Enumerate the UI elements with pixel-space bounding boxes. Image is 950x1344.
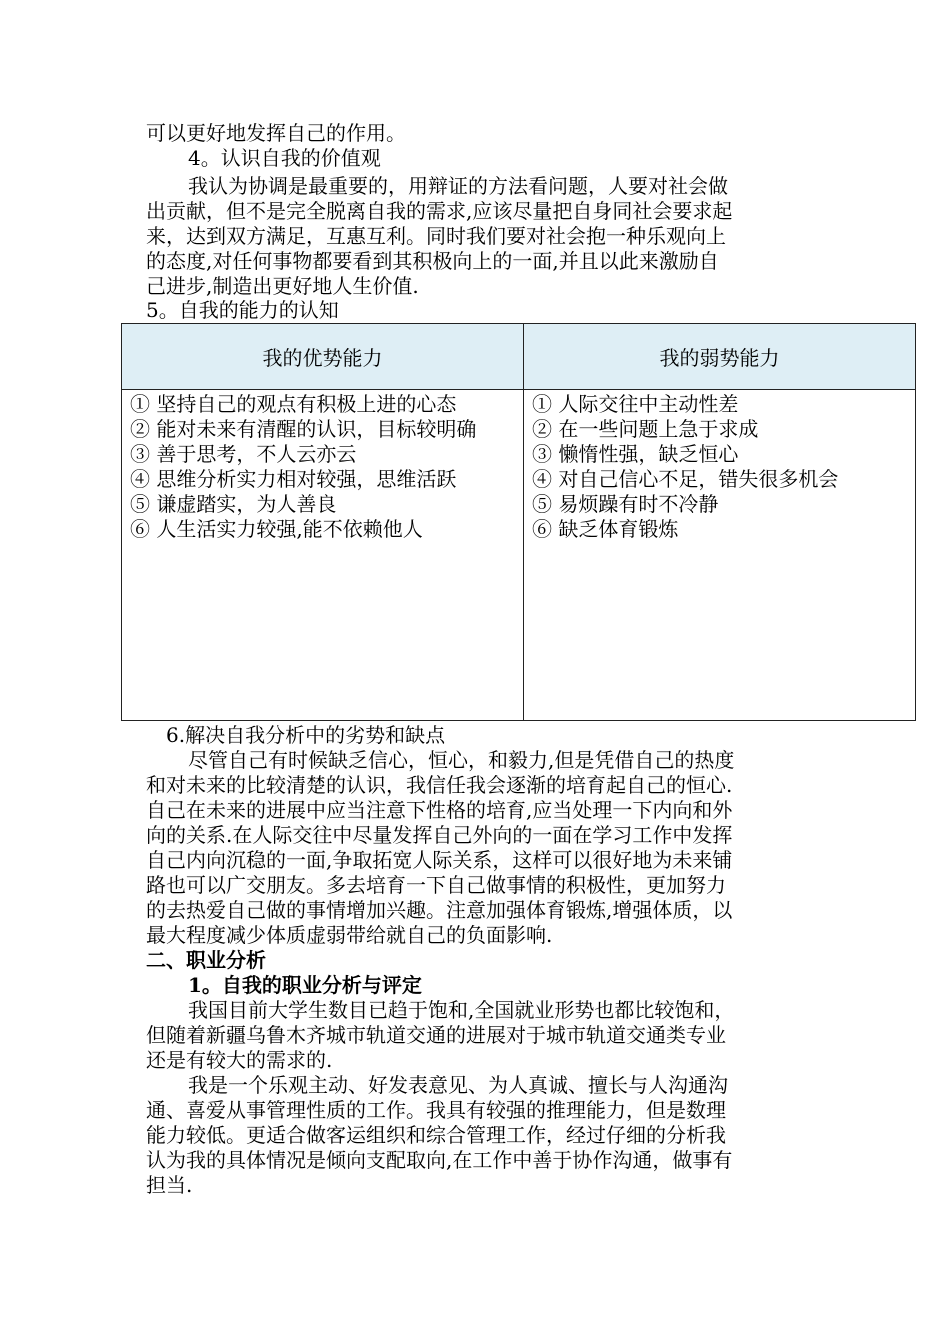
ability-table (121, 323, 916, 721)
text-line: 我国目前大学生数目已趋于饱和,全国就业形势也都比较饱和， (188, 998, 735, 1022)
strength-item: ② 能对未来有清醒的认识，目标较明确 (130, 417, 477, 441)
text-line: 的态度,对任何事物都要看到其积极向上的一面,并且以此来激励自 (146, 249, 719, 273)
text-line: 出贡献，但不是完全脱离自我的需求,应该尽量把自身同社会要求起 (146, 199, 733, 223)
text-line: 可以更好地发挥自己的作用。 (146, 121, 406, 145)
text-line: 来，达到双方满足，互惠互利。同时我们要对社会抱一种乐观向上 (146, 224, 726, 248)
text-line: 通、喜爱从事管理性质的工作。我具有较强的推理能力，但是数理 (146, 1098, 726, 1122)
text-line: 自己在未来的进展中应当注意下性格的培育,应当处理一下内向和外 (146, 798, 733, 822)
chapter-heading: 二、职业分析 (146, 948, 266, 972)
table-header-row (122, 324, 916, 390)
weakness-item: ④ 对自己信心不足，错失很多机会 (532, 467, 839, 491)
weakness-item: ⑥ 缺乏体育锻炼 (532, 517, 679, 541)
strength-item: ④ 思维分析实力相对较强，思维活跃 (130, 467, 457, 491)
text-line: 我认为协调是最重要的，用辩证的方法看问题，人要对社会做 (188, 174, 728, 198)
weakness-item: ⑤ 易烦躁有时不冷静 (532, 492, 719, 516)
text-line: 但随着新疆乌鲁木齐城市轨道交通的进展对于城市轨道交通类专业 (146, 1023, 726, 1047)
text-line: 和对未来的比较清楚的认识，我信任我会逐渐的培育起自己的恒心. (146, 773, 733, 797)
weakness-item: ① 人际交往中主动性差 (532, 392, 739, 416)
text-line: 的去热爱自己做的事情增加兴趣。注意加强体育锻炼,增强体质，以 (146, 898, 733, 922)
section-heading-values: 4。认识自我的价值观 (188, 146, 381, 170)
text-line: 路也可以广交朋友。多去培育一下自己做事情的积极性，更加努力 (146, 873, 726, 897)
text-line: 尽管自己有时候缺乏信心，恒心，和毅力,但是凭借自己的热度 (188, 748, 735, 772)
strengths-cell (122, 390, 524, 721)
text-line: 我是一个乐观主动、好发表意见、为人真诚、擅长与人沟通沟 (188, 1073, 728, 1097)
section-heading-solve: 6.解决自我分析中的劣势和缺点 (166, 723, 446, 747)
text-line: 己进步,制造出更好地人生价值. (146, 274, 419, 298)
sub-heading: 1。自我的职业分析与评定 (188, 973, 422, 997)
strengths-header: 我的优势能力 (122, 324, 524, 390)
table-row (122, 390, 916, 721)
strength-item: ⑤ 谦虚踏实，为人善良 (130, 492, 337, 516)
strength-item: ③ 善于思考，不人云亦云 (130, 442, 357, 466)
weaknesses-cell (524, 390, 916, 721)
strength-item: ① 坚持自己的观点有积极上进的心态 (130, 392, 457, 416)
text-line: 还是有较大的需求的. (146, 1048, 333, 1072)
text-line: 最大程度减少体质虚弱带给就自己的负面影响. (146, 923, 553, 947)
text-line: 认为我的具体情况是倾向支配取向,在工作中善于协作沟通，做事有 (146, 1148, 733, 1172)
text-line: 自己内向沉稳的一面,争取拓宽人际关系，这样可以很好地为未来铺 (146, 848, 733, 872)
text-line: 担当. (146, 1173, 193, 1197)
text-line: 向的关系.在人际交往中尽量发挥自己外向的一面在学习工作中发挥 (146, 823, 733, 847)
strength-item: ⑥ 人生活实力较强,能不依赖他人 (130, 517, 423, 541)
section-heading-ability: 5。自我的能力的认知 (146, 298, 339, 322)
weaknesses-header: 我的弱势能力 (524, 324, 916, 390)
weakness-item: ② 在一些问题上急于求成 (532, 417, 759, 441)
weakness-item: ③ 懒惰性强，缺乏恒心 (532, 442, 739, 466)
text-line: 能力较低。更适合做客运组织和综合管理工作，经过仔细的分析我 (146, 1123, 726, 1147)
